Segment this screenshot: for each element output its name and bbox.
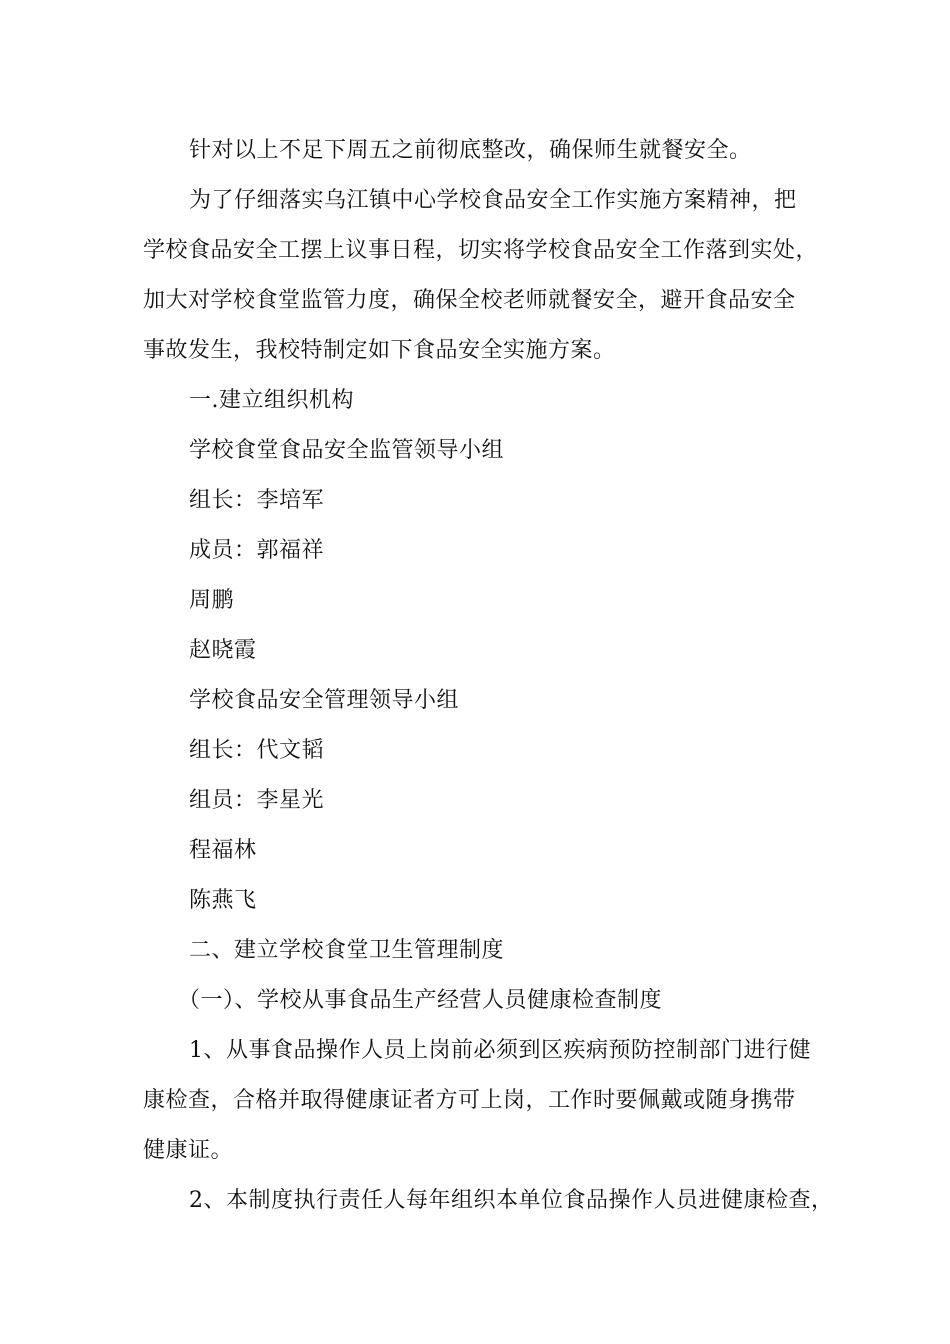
paragraph-line: 针对以上不足下周五之前彻底整改，确保师生就餐安全。 <box>189 138 752 163</box>
group-title: 学校食品安全管理领导小组 <box>189 688 460 713</box>
paragraph-line: 健康证。 <box>143 1138 234 1163</box>
section-heading: 二、建立学校食堂卫生管理制度 <box>189 938 505 963</box>
member-line: 程福林 <box>189 838 257 863</box>
paragraph-line: 为了仔细落实乌江镇中心学校食品安全工作实施方案精神，把 <box>189 188 797 213</box>
paragraph-line: 加大对学校食堂监管力度，确保全校老师就餐安全，避开食品安全 <box>143 288 796 313</box>
member-line: 组长：代文韬 <box>189 738 325 763</box>
paragraph-line: 事故发生，我校特制定如下食品安全实施方案。 <box>143 338 616 363</box>
member-line: 成员：郭福祥 <box>189 538 325 563</box>
member-line: 陈燕飞 <box>189 888 257 913</box>
member-line: 周鹏 <box>189 588 235 613</box>
paragraph-line: 2、本制度执行责任人每年组织本单位食品操作人员进健康检查， <box>189 1188 834 1213</box>
member-line: 赵晓霞 <box>189 638 257 663</box>
subsection-heading: （一）、学校从事食品生产经营人员健康检查制度 <box>178 988 663 1013</box>
paragraph-line: 学校食品安全工摆上议事日程，切实将学校食品安全工作落到实处， <box>143 238 819 263</box>
member-line: 组员：李星光 <box>189 788 325 813</box>
member-line: 组长：李培军 <box>189 488 325 513</box>
paragraph-line: 康检查，合格并取得健康证者方可上岗，工作时要佩戴或随身携带 <box>143 1088 796 1113</box>
section-heading: 一.建立组织机构 <box>189 388 354 413</box>
paragraph-line: 1、从事食品操作人员上岗前必须到区疾病预防控制部门进行健 <box>189 1038 811 1063</box>
group-title: 学校食堂食品安全监管领导小组 <box>189 438 505 463</box>
